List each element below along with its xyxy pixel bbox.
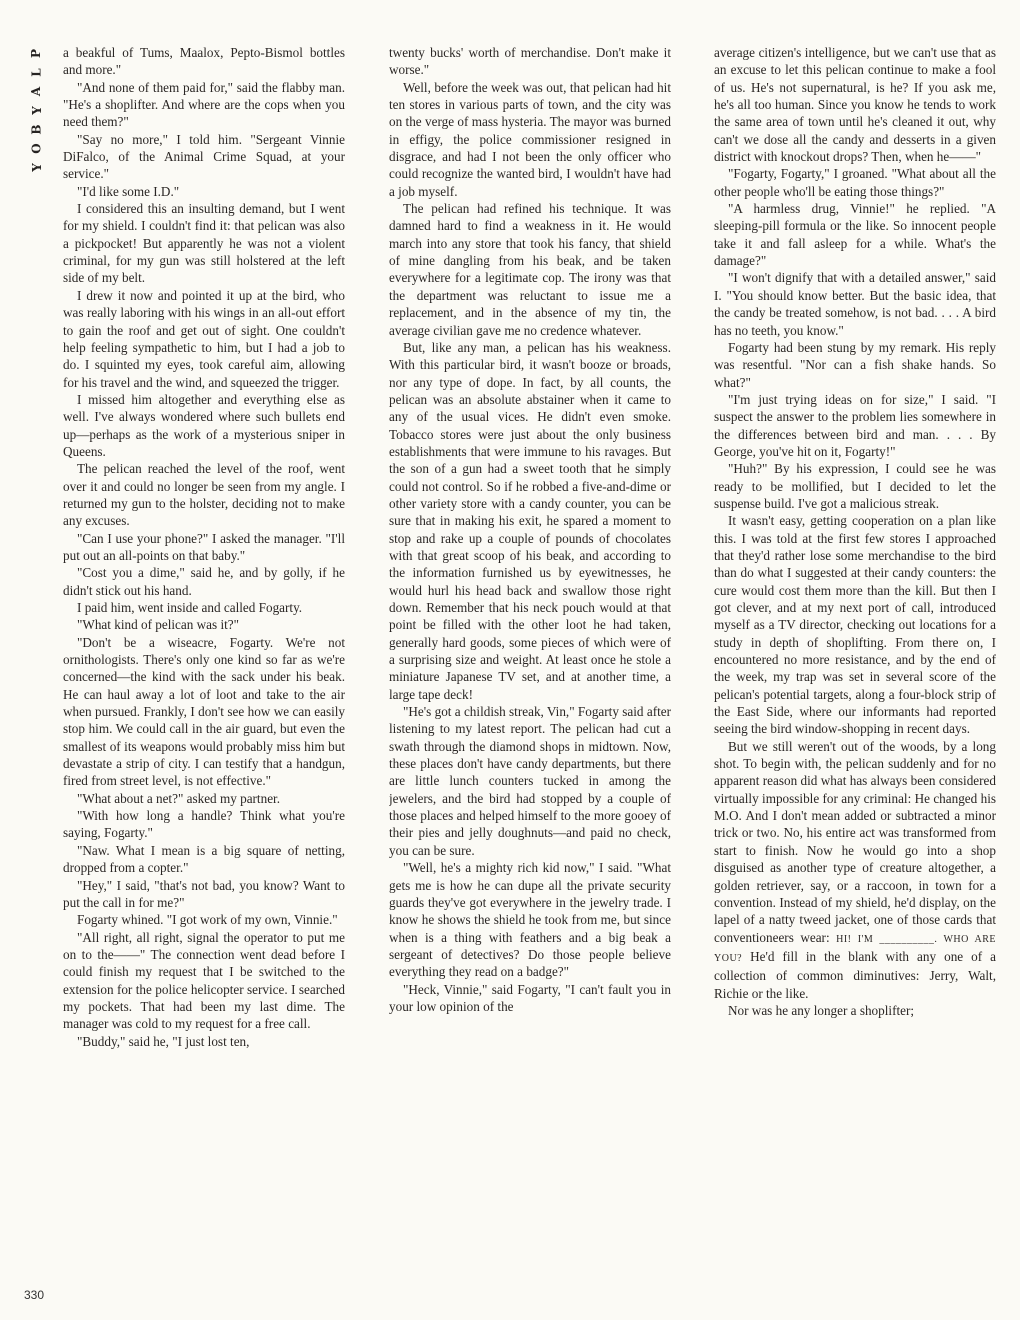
paragraph: "Well, he's a mighty rich kid now," I said. "What gets me is how he can dupe all the private security guards they've got everywhere in the jewelry trade. I know he shows the shield he took from me, but since when is a thing with feathers and a big beak a sergeant of detectives? Do those people believe everything they read on a badge?" (389, 860, 671, 980)
paragraph: But, like any man, a pelican has his weakness. With this particular bird, it wasn't booze or broads, nor any type of dope. In fact, by all counts, the pelican was an absolute abstainer when it came to any of the usual vices. He didn't even smoke. Tobacco stores were just about the only business establishments that were immune to his ravages. But the son of a gun had a sweet tooth that he simply could not control. So if he robbed a five-and-dime or other variety store with a candy counter, you can be sure that in making his exit, he spared a moment to stop and rake up a couple of pounds of chocolates with that great scoop of his beak, and according to the information furnished us by eyewitnesses, he would hurl his head back and swallow those right down. Remember that his neck pouch would at that point be filled with the other loot he had taken, generally hard goods, some pieces of which were of a surprising size and weight. At least once he stole a miniature Japanese TV set, and at another time, a large tape deck! (389, 339, 671, 702)
paragraph: "A harmless drug, Vinnie!" he replied. "A sleeping-pill formula or the like. So innocent people take it and fall asleep for a while. What's the damage?" (714, 201, 996, 269)
paragraph: average citizen's intelligence, but we can't use that as an excuse to let this pelican continue to make a fool of us. He's not supernatural, is he? If you ask me, he's all too human. Since you know he tends to work the same area of town until he's cleaned it out, why can't we dose all the candy and desserts in a given district with knockout drops? Then, when he——" (714, 45, 996, 165)
masthead-letter: Y (29, 163, 44, 172)
paragraph: twenty bucks' worth of merchandise. Don't make it worse." (389, 45, 671, 78)
paragraph: I paid him, went inside and called Fogarty. (77, 600, 303, 615)
paragraph: "What kind of pelican was it?" (77, 617, 240, 633)
paragraph: "With how long a handle? Think what you're saying, Fogarty." (63, 808, 345, 841)
paragraph: "All right, all right, signal the operator to put me on to the——" The connection went dead before I could finish my request that I be switched to the extension for the police helicopter service. I searched my pockets. That had been my last dime. The manager was cold to my request for a free call. (63, 929, 345, 1032)
paragraph-text: He'd fill in the blank with any one of a collection of common diminutives: Jerry, Walt, Richie or the like. (714, 948, 996, 1001)
paragraph: The pelican reached the level of the roof, went over it and could no longer be seen from my angle. I returned my gun to the holster, deciding not to make any excuses. (63, 461, 345, 529)
magazine-masthead (26, 44, 48, 177)
masthead-letter: Y (29, 106, 44, 115)
paragraph: "Heck, Vinnie," said Fogarty, "I can't fault you in your low opinion of the (389, 981, 671, 1014)
paragraph: "Don't be a wiseacre, Fogarty. We're not ornithologists. There's only one kind so far as we're concerned—the kind with the sack under his beak. He can haul away a lot of loot and take to the air when pursued. Frankly, I don't see how we can easily stop him. We could call in the air guard, but even the smallest of its weapons would probably miss him but devastate a strip of city. I can testify that a handgun, fired from street level, is not effective." (63, 634, 345, 789)
paragraph: I drew it now and pointed it up at the bird, who was really laboring with his wings in an all-out effort to gain the roof and get out of sight. One couldn't help feeling sympathetic to him, but I had a job to do. I squinted my eyes, took careful aim, allowing for his travel and the wind, and squeezed the trigger. (63, 287, 345, 390)
paragraph: "Fogarty, Fogarty," I groaned. "What about all the other people who'll be eating those things?" (714, 166, 996, 199)
paragraph: I missed him altogether and everything else as well. I've always wondered where such bullets end up—perhaps as the work of a mysterious sniper in Queens. (63, 391, 345, 459)
paragraph: "I won't dignify that with a detailed answer," said I. "You should know better. But the basic idea, that the candy be treated somehow, is not bad. . . . A bird has no teeth, you know." (714, 270, 996, 338)
paragraph: "Cost you a dime," said he, and by golly, if he didn't stick out his hand. (63, 565, 345, 598)
paragraph: "He's got a childish streak, Vin," Fogarty said after listening to my latest report. The pelican had cut a swath through the diamond shops in midtown. Now, these places don't have candy departments, but there are little lunch counters tucked in among the jewelers, and the bird had stopped by a couple of those places and helped himself to the more gooey of their pies and jelly doughnuts—and paid no check, you can be sure. (389, 704, 671, 858)
article-body (63, 44, 995, 1290)
paragraph: "Can I use your phone?" I asked the manager. "I'll put out an all-points on that baby." (63, 530, 345, 563)
masthead-letter: L (29, 68, 44, 77)
text-column-1 (63, 44, 345, 1290)
text-column-2 (389, 44, 671, 1290)
paragraph: "I'm just trying ideas on for size," I said. "I suspect the answer to the problem lies somewhere in the differences between bird and man. . . . By George, you've hit on it, Fogarty!" (714, 391, 996, 459)
paragraph: a beakful of Tums, Maalox, Pepto-Bismol bottles and more." (63, 45, 345, 78)
masthead-letter: B (29, 124, 44, 135)
paragraph: I considered this an insulting demand, but I went for my shield. I couldn't find it: that pelican was also a pickpocket! But apparently he was not a violent criminal, for my gun was still holstered at the left side of my belt. (63, 201, 345, 286)
paragraph: The pelican had refined his technique. It was damned hard to find a weakness in it. He would march into any store that took his fancy, that shield of mine dangling from his beak, and be taken everywhere for a legitimate cop. The irony was that the department was reluctant to issue me a replacement, and in the absence of my tin, the average civilian gave me no credence whatever. (389, 201, 671, 338)
badge-card-text: HI! I'M __________. WHO ARE YOU? (714, 933, 996, 964)
paragraph: "Huh?" By his expression, I could see he was ready to be mollified, but I decided to let the suspense build. I've got a malicious streak. (714, 461, 996, 511)
paragraph: "What about a net?" asked my partner. (77, 790, 281, 806)
paragraph: "Hey," I said, "that's not bad, you know? Want to put the call in for me?" (63, 877, 345, 910)
paragraph: "I'd like some I.D." (77, 183, 180, 199)
masthead-letter: P (29, 48, 44, 59)
paragraph: "And none of them paid for," said the flabby man. "He's a shoplifter. And where are the cops when you need them?" (63, 79, 345, 130)
masthead-letter: A (29, 86, 44, 97)
paragraph: "Naw. What I mean is a big square of netting, dropped from a copter." (63, 842, 345, 876)
paragraph: "Buddy," said he, "I just lost ten, (77, 1033, 250, 1049)
paragraph: Nor was he any longer a shoplifter; (728, 1002, 915, 1018)
paragraph: "Say no more," I told him. "Sergeant Vinnie DiFalco, of the Animal Crime Squad, at your service." (63, 131, 345, 182)
paragraph-with-badge (714, 738, 996, 1002)
paragraph: Fogarty whined. "I got work of my own, Vinnie." (77, 912, 338, 928)
page-number: 330 (24, 1288, 45, 1302)
paragraph-text: But we still weren't out of the woods, by a long shot. To begin with, the pelican suddenly and for no apparent reason did what has always been considered virtually impossible for any criminal: He changed his M.O. And I don't mean added or subtracted a minor trick or two. No, his entire act was transformed from start to finish. Now he would go into a shop disguised as another type of creature altogether, a golden retriever, say, or a raccoon, in town for a convention. Instead of my shield, he'd display, on the lapel of a natty tweed jacket, one of those cards that conventioneers wear: (714, 738, 996, 945)
paragraph: It wasn't easy, getting cooperation on a plan like this. I was told at the first few stores I approached that they'd rather lose some merchandise to the bird than do what I suggested at their candy counters: the cure would cost them more than the kill. But then I got clever, and at my next port of call, introduced myself as a TV director, checking out locations for a study in depth of shoplifting. From there on, I encountered no more resistance, and by the end of the week, my trap was set in several score of the pelican's potential targets, along a four-block strip of the East Side, where our informants had reported seeing the bird window-shopping in recent days. (714, 513, 996, 737)
masthead-letter: O (29, 143, 44, 154)
text-column-3 (714, 44, 996, 1290)
paragraph: Well, before the week was out, that pelican had hit ten stores in various parts of town, and the city was on the verge of mass hysteria. The mayor was burned in effigy, the police commissioner resigned in disgrace, and had I not been the only officer who could recognize the wanted bird, I wouldn't have had a job myself. (389, 79, 671, 199)
paragraph: Fogarty had been stung by my remark. His reply was resentful. "Nor can a fish shake hands. So what?" (714, 339, 996, 390)
